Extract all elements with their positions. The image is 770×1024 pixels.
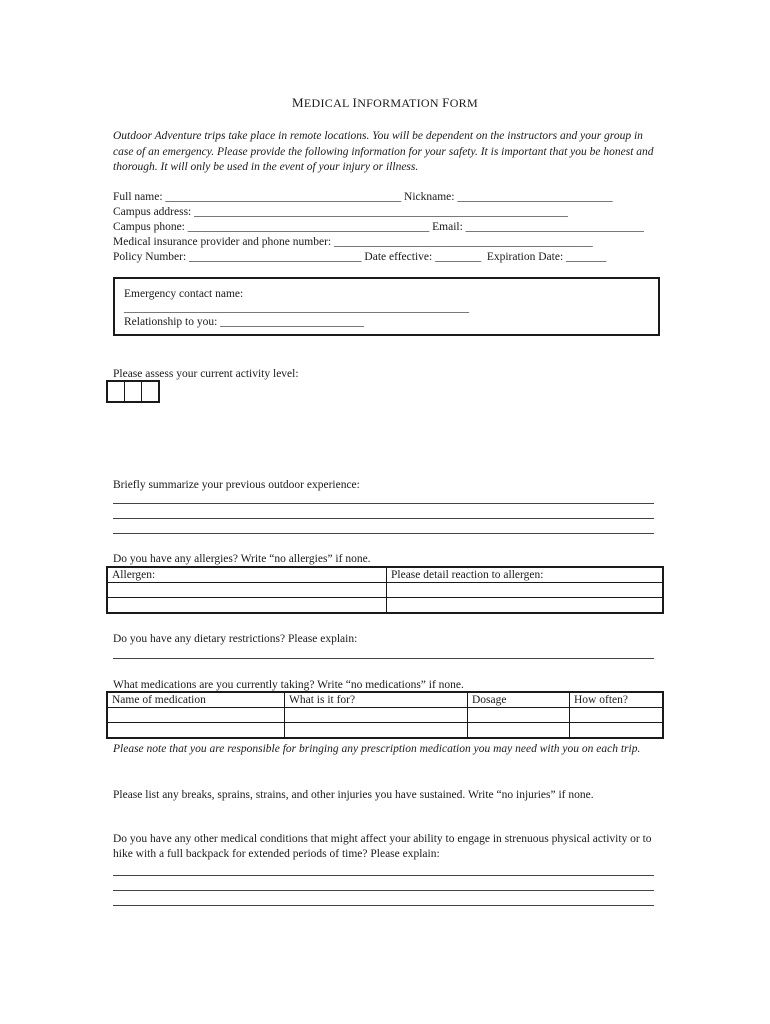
table-row bbox=[107, 598, 663, 614]
prescription-note: Please note that you are responsible for bringing any prescription medication you may need with you on each trip. bbox=[113, 743, 641, 755]
allergies-table bbox=[106, 566, 664, 614]
form-title: MEDICAL INFORMATION FORM bbox=[292, 95, 478, 110]
policy-number-field[interactable]: ______________________________ bbox=[189, 251, 362, 263]
experience-line[interactable] bbox=[113, 518, 654, 519]
medication-cell[interactable] bbox=[468, 723, 570, 739]
emergency-contact-box bbox=[113, 277, 660, 336]
medication-purpose-header: What is it for? bbox=[285, 692, 468, 708]
medication-dosage-header: Dosage bbox=[468, 692, 570, 708]
medications-table bbox=[106, 691, 664, 739]
dietary-prompt: Do you have any dietary restrictions? Please explain: bbox=[113, 633, 358, 645]
reaction-header: Please detail reaction to allergen: bbox=[387, 567, 664, 583]
date-effective-label: Date effective: bbox=[364, 251, 433, 263]
table-header-row bbox=[107, 692, 663, 708]
emergency-contact-label: Emergency contact name: bbox=[124, 288, 244, 300]
campus-address-field[interactable]: _________________________________________________________________ bbox=[194, 206, 568, 218]
medication-cell[interactable] bbox=[468, 708, 570, 723]
email-field[interactable]: _______________________________ bbox=[465, 221, 644, 233]
conditions-line[interactable] bbox=[113, 875, 654, 876]
relationship-row bbox=[124, 315, 364, 329]
table-row bbox=[107, 723, 663, 739]
policy-number-label: Policy Number: bbox=[113, 251, 187, 263]
relationship-label: Relationship to you: bbox=[124, 316, 218, 328]
campus-phone-field[interactable]: __________________________________________ bbox=[187, 221, 430, 233]
medication-name-header: Name of medication bbox=[107, 692, 285, 708]
reaction-cell[interactable] bbox=[387, 598, 664, 614]
medication-cell[interactable] bbox=[107, 723, 285, 739]
nickname-label: Nickname: bbox=[404, 191, 455, 203]
table-row bbox=[107, 583, 663, 598]
medication-cell[interactable] bbox=[570, 723, 664, 739]
full-name-field[interactable]: _________________________________________ bbox=[165, 191, 402, 203]
conditions-prompt: Do you have any other medical conditions that might affect your ability to engage in strenuous physical activity or to hike with a full backpack for extended periods of time? Please explain: bbox=[113, 833, 652, 860]
full-name-label: Full name: bbox=[113, 191, 163, 203]
medication-cell[interactable] bbox=[285, 708, 468, 723]
campus-address-label: Campus address: bbox=[113, 206, 192, 218]
allergen-header: Allergen: bbox=[107, 567, 387, 583]
experience-prompt: Briefly summarize your previous outdoor experience: bbox=[113, 479, 360, 491]
email-label: Email: bbox=[432, 221, 463, 233]
table-header-row bbox=[107, 567, 663, 583]
experience-line[interactable] bbox=[113, 503, 654, 504]
activity-level-cell[interactable] bbox=[108, 382, 125, 401]
medication-cell[interactable] bbox=[570, 708, 664, 723]
nickname-field[interactable]: ___________________________ bbox=[457, 191, 613, 203]
intro-paragraph: Outdoor Adventure trips take place in remote locations. You will be dependent on the instructors and your group in case of an emergency. Please provide the following information for your safety. It is important that you be honest and thorough. It will only be used in the event of your injury or illness. bbox=[113, 130, 654, 173]
activity-prompt: Please assess your current activity level: bbox=[113, 368, 299, 380]
experience-line[interactable] bbox=[113, 533, 654, 534]
medication-cell[interactable] bbox=[107, 708, 285, 723]
allergies-prompt: Do you have any allergies? Write “no allergies” if none. bbox=[113, 553, 371, 565]
dietary-line[interactable] bbox=[113, 658, 654, 659]
allergen-cell[interactable] bbox=[107, 583, 387, 598]
date-effective-field[interactable]: ________ bbox=[435, 251, 482, 263]
activity-level-boxes[interactable] bbox=[106, 380, 160, 403]
conditions-line[interactable] bbox=[113, 905, 654, 906]
medication-frequency-header: How often? bbox=[570, 692, 664, 708]
campus-phone-label: Campus phone: bbox=[113, 221, 185, 233]
conditions-line[interactable] bbox=[113, 890, 654, 891]
expiration-date-field[interactable]: _______ bbox=[566, 251, 607, 263]
relationship-field[interactable]: _________________________ bbox=[220, 316, 364, 328]
medications-prompt: What medications are you currently taking? Write “no medications” if none. bbox=[113, 679, 464, 691]
row-address bbox=[113, 205, 568, 219]
allergen-cell[interactable] bbox=[107, 598, 387, 614]
injuries-prompt: Please list any breaks, sprains, strains, and other injuries you have sustained. Write “no injuries” if none. bbox=[113, 789, 594, 801]
emergency-contact-field[interactable]: ____________________________________________________________ bbox=[124, 302, 469, 314]
row-name bbox=[113, 190, 613, 204]
row-policy bbox=[113, 250, 606, 264]
row-insurance bbox=[113, 235, 593, 249]
insurance-label: Medical insurance provider and phone number: bbox=[113, 236, 332, 248]
activity-level-cell[interactable] bbox=[142, 382, 158, 401]
activity-level-cell[interactable] bbox=[125, 382, 142, 401]
row-phone bbox=[113, 220, 644, 234]
table-row bbox=[107, 708, 663, 723]
medication-cell[interactable] bbox=[285, 723, 468, 739]
expiration-date-label: Expiration Date: bbox=[486, 251, 564, 263]
reaction-cell[interactable] bbox=[387, 583, 664, 598]
insurance-field[interactable]: _____________________________________________ bbox=[333, 236, 593, 248]
